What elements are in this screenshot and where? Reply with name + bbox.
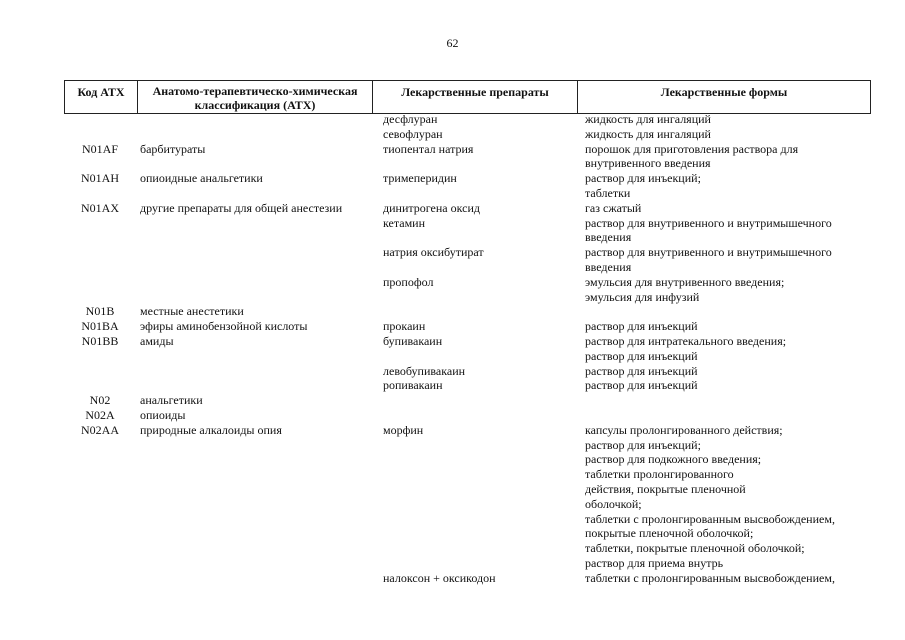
- table-cell-form: внутривенного введения: [585, 156, 711, 171]
- table-cell-classification: опиоидные анальгетики: [140, 171, 263, 186]
- table-cell-form: раствор для инъекций;: [585, 171, 701, 186]
- table-cell-code: N01BA: [81, 319, 119, 334]
- table-cell-drug: прокаин: [383, 319, 426, 334]
- table-cell-code: N01BB: [81, 334, 119, 348]
- table-cell-code: N02AA: [81, 422, 119, 437]
- table-header: [64, 80, 871, 114]
- table-cell-form: таблетки, покрытые пленочной оболочкой;: [585, 541, 805, 556]
- table-cell-form: таблетки с пролонгированным высвобождением,: [585, 511, 835, 526]
- table-cell-drug: кетамин: [383, 215, 426, 230]
- table-cell-form: эмульсия для инфузий: [585, 289, 700, 304]
- table-cell-code: N01AX: [81, 200, 119, 215]
- table-cell-form: раствор для внутривенного и внутримышечного: [585, 245, 832, 260]
- table-cell-drug: тримеперидин: [383, 171, 457, 186]
- column-header-drugs: Лекарственные препараты: [401, 85, 549, 99]
- table-cell-classification: природные алкалоиды опия: [140, 422, 282, 437]
- page-number: 62: [446, 36, 459, 50]
- table-cell-form: оболочкой;: [585, 496, 642, 511]
- table-cell-drug: бупивакаин: [383, 334, 443, 348]
- table-cell-form: таблетки с пролонгированным высвобождением,: [585, 570, 835, 585]
- table-cell-form: таблетки пролонгированного: [585, 467, 734, 482]
- table-cell-code: N01AF: [81, 141, 118, 156]
- table-cell-form: раствор для инъекций: [585, 319, 698, 334]
- column-header-code: Код АТХ: [77, 85, 125, 99]
- table-cell-form: жидкость для ингаляций: [585, 126, 711, 141]
- table-cell-form: действия, покрытые пленочной: [585, 482, 746, 496]
- table-cell-code: N01B: [85, 304, 115, 319]
- table-cell-drug: тиопентал натрия: [383, 141, 474, 156]
- table-cell-classification: анальгетики: [140, 393, 203, 408]
- table-cell-form: раствор для инъекций: [585, 348, 698, 363]
- table-cell-form: раствор для подкожного введения;: [585, 452, 762, 467]
- column-header-forms: Лекарственные формы: [660, 85, 788, 99]
- table-cell-drug: динитрогена оксид: [383, 200, 480, 215]
- table-cell-form: раствор для внутривенного и внутримышечного: [585, 215, 832, 230]
- table-cell-form: раствор для инъекций: [585, 363, 698, 378]
- table-cell-drug: морфин: [383, 422, 424, 437]
- table-cell-code: N02: [89, 393, 111, 408]
- table-cell-form: раствор для интратекального введения;: [585, 334, 787, 348]
- table-cell-drug: налоксон + оксикодон: [383, 570, 496, 585]
- table-cell-form: эмульсия для внутривенного введения;: [585, 274, 785, 289]
- table-cell-form: таблетки: [585, 186, 631, 200]
- table-cell-form: раствор для инъекций: [585, 378, 698, 393]
- table-cell-classification: опиоиды: [140, 408, 186, 422]
- table-cell-form: раствор для приема внутрь: [585, 556, 724, 570]
- table-cell-classification: амиды: [140, 334, 174, 348]
- table-cell-drug: левобупивакаин: [383, 363, 466, 378]
- table-cell-drug: ропивакаин: [383, 378, 443, 393]
- table-cell-form: порошок для приготовления раствора для: [585, 141, 799, 156]
- table-cell-form: введения: [585, 260, 632, 274]
- table-cell-classification: барбитураты: [140, 141, 206, 156]
- table-cell-code: N01AH: [81, 171, 119, 186]
- table-cell-drug: севофлуран: [383, 126, 443, 141]
- table-cell-classification: другие препараты для общей анестезии: [140, 200, 343, 215]
- table-cell-drug: пропофол: [383, 274, 434, 289]
- table-cell-code: N02A: [85, 408, 115, 422]
- table-cell-classification: местные анестетики: [140, 304, 244, 319]
- table-cell-form: покрытые пленочной оболочкой;: [585, 526, 754, 541]
- table-cell-form: раствор для инъекций;: [585, 437, 701, 452]
- table-cell-form: газ сжатый: [585, 200, 642, 215]
- column-header-classification: Анатомо-терапевтическо-химическая классификация (АТХ): [152, 84, 358, 112]
- table-cell-drug: десфлуран: [383, 112, 438, 126]
- table-cell-drug: натрия оксибутират: [383, 245, 484, 260]
- table-cell-classification: эфиры аминобензойной кислоты: [140, 319, 308, 334]
- table-cell-form: жидкость для ингаляций: [585, 112, 711, 126]
- table-cell-form: капсулы пролонгированного действия;: [585, 422, 783, 437]
- table-cell-form: введения: [585, 230, 632, 245]
